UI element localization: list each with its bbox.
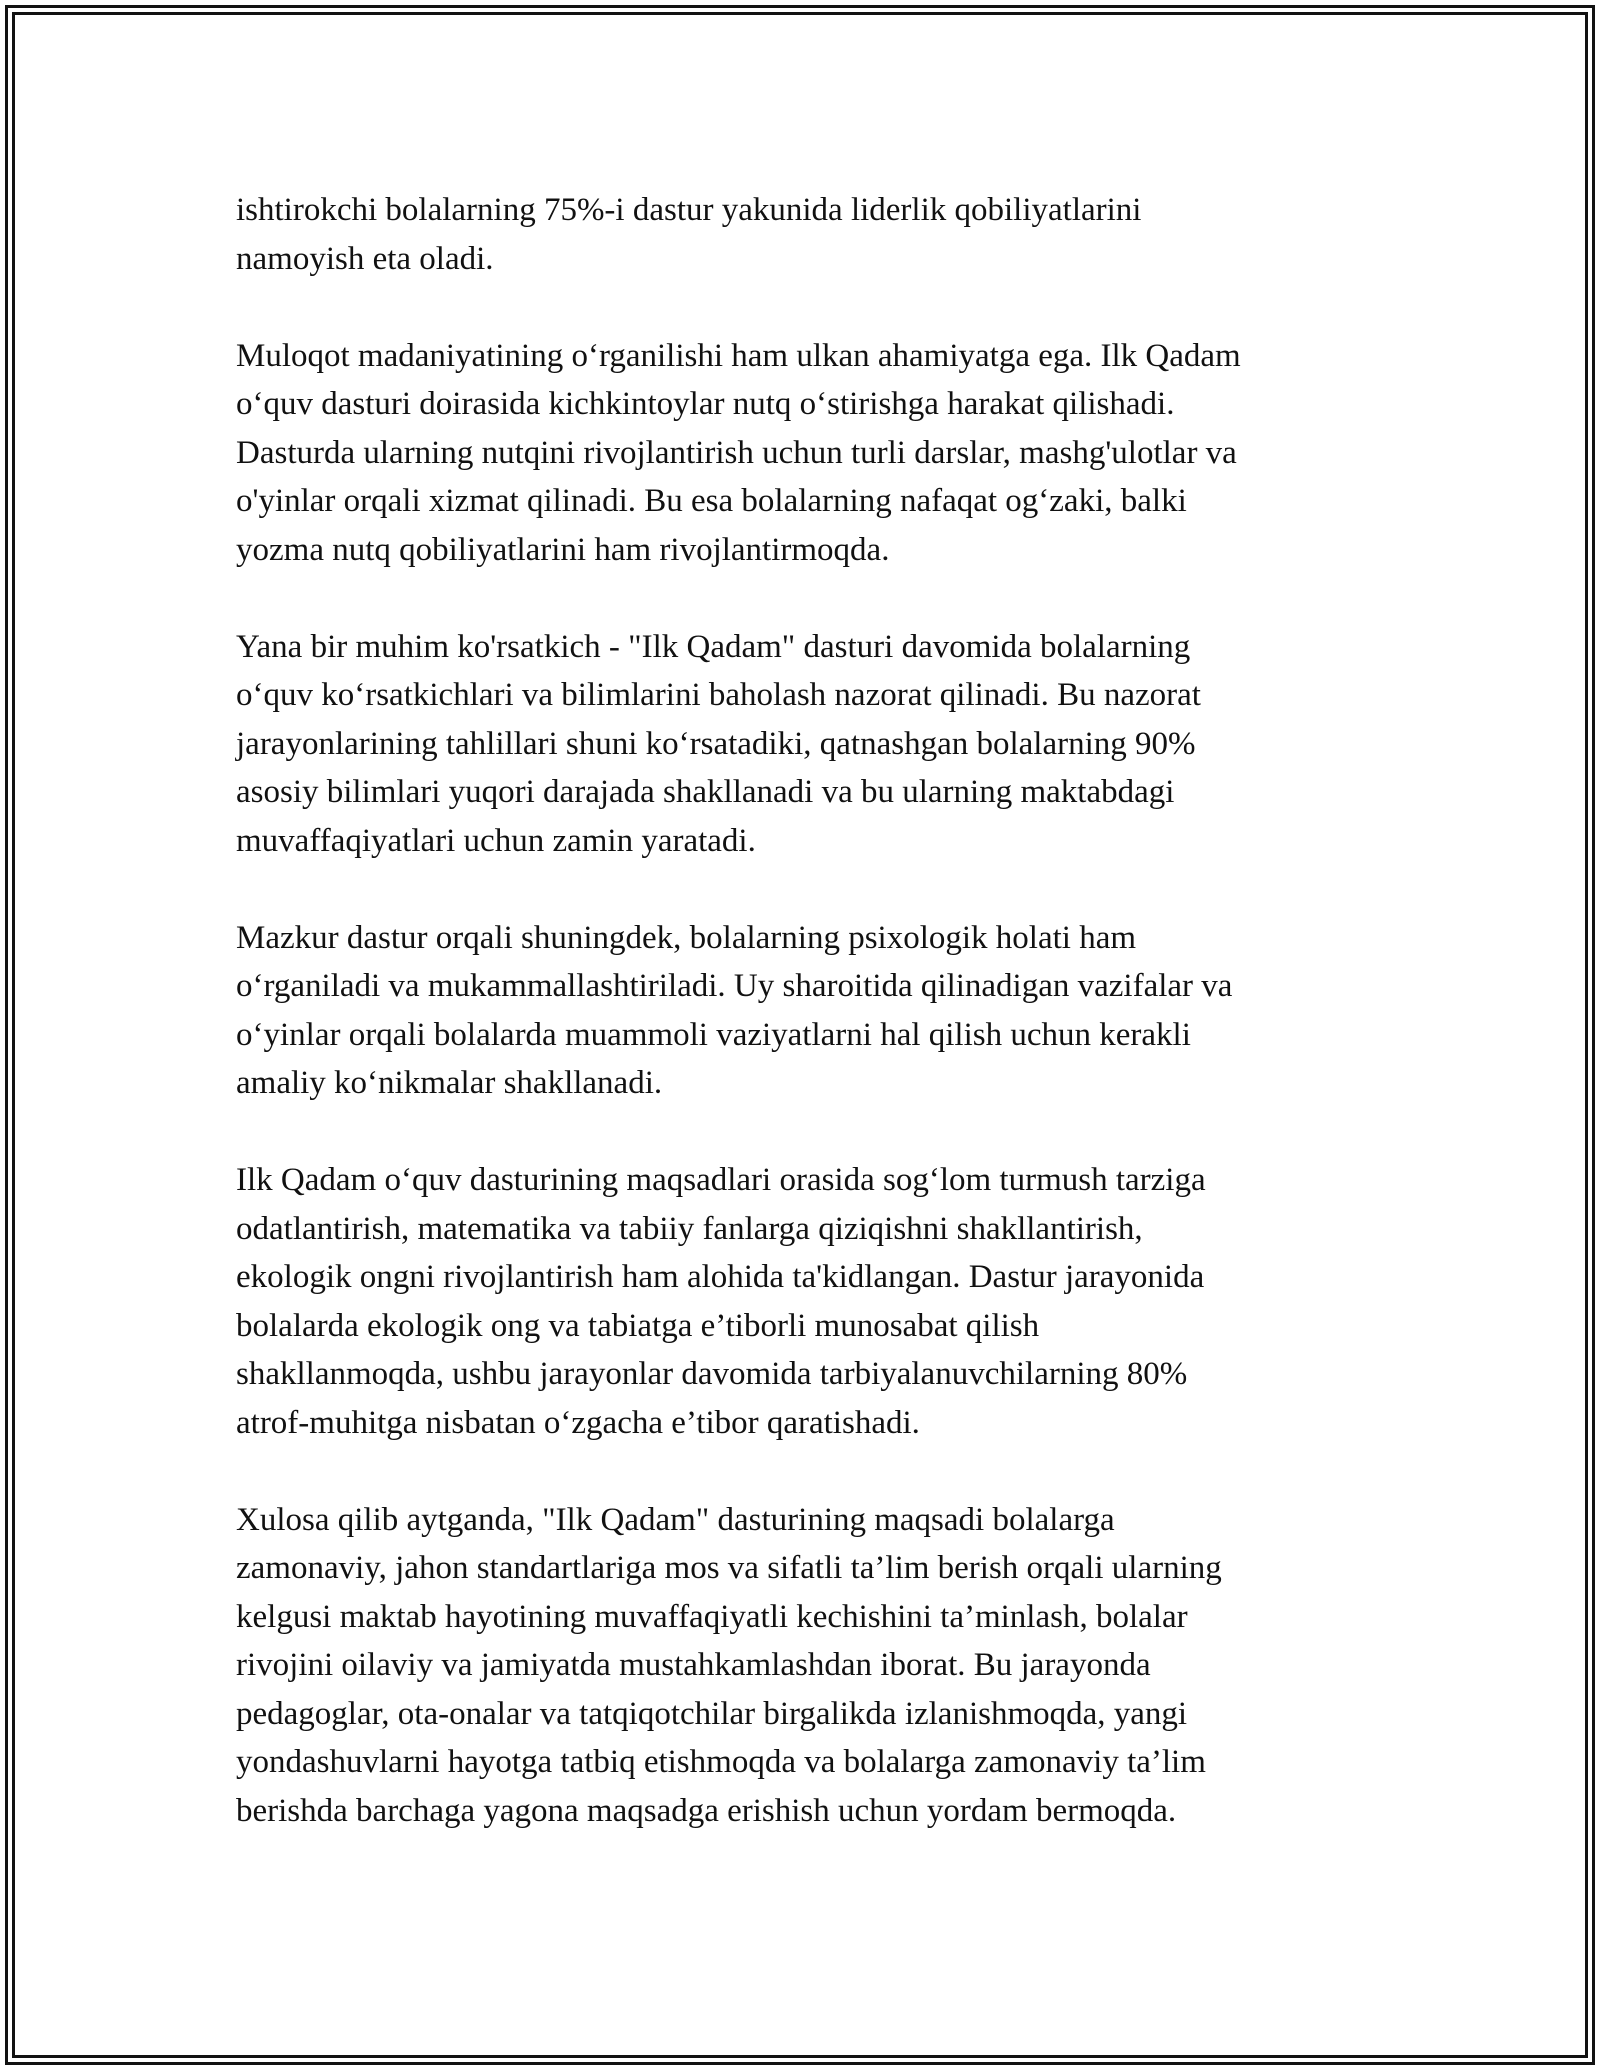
paragraph-1 [236, 186, 1371, 283]
text-line: o‘quv dasturi doirasida kichkintoylar nutq o‘stirishga harakat qilishadi. [236, 386, 1175, 422]
text-line: pedagoglar, ota-onalar va tatqiqotchilar birgalikda izlanishmoqda, yangi [236, 1695, 1188, 1732]
text-line: o‘rganiladi va mukammallashtiriladi. Uy sharoitida qilinadigan vazifalar va [236, 968, 1233, 1004]
text-line: atrof-muhitga nisbatan o‘zgacha e’tibor qaratishadi. [236, 1404, 920, 1441]
text-line: Ilk Qadam o‘quv dasturining maqsadlari orasida sog‘lom turmush tarziga [236, 1162, 1206, 1198]
text-line: Muloqot madaniyatining o‘rganilishi ham ulkan ahamiyatga ega. Ilk Qadam [236, 337, 1241, 374]
text-line: yozma nutq qobiliyatlarini ham rivojlantirmoqda. [236, 531, 890, 568]
paragraph-3 [236, 623, 1371, 866]
text-line: asosiy bilimlari yuqori darajada shakllanadi va bu ularning maktabdagi [236, 774, 1175, 810]
document-body [236, 186, 1371, 1884]
text-line: yondashuvlarni hayotga tatbiq etishmoqda va bolalarga zamonaviy ta’lim [236, 1744, 1206, 1780]
text-line: Xulosa qilib aytganda, "Ilk Qadam" dasturining maqsadi bolalarga [236, 1501, 1115, 1538]
text-line: zamonaviy, jahon standartlariga mos va sifatli ta’lim berish orqali ularning [236, 1550, 1222, 1586]
text-line: namoyish eta oladi. [236, 240, 494, 277]
paragraph-4 [236, 914, 1371, 1108]
text-line: o'yinlar orqali xizmat qilinadi. Bu esa bolalarning nafaqat og‘zaki, balki [236, 483, 1187, 519]
paragraph-6 [236, 1496, 1371, 1836]
text-line: o‘yinlar orqali bolalarda muammoli vaziyatlarni hal qilish uchun kerakli [236, 1016, 1191, 1053]
text-line: bolalarda ekologik ong va tabiatga e’tiborli munosabat qilish [236, 1307, 1040, 1344]
paragraph-2 [236, 332, 1371, 575]
text-line: kelgusi maktab hayotining muvaffaqiyatli kechishini ta’minlash, bolalar [236, 1598, 1188, 1635]
text-line: berishda barchaga yagona maqsadga erishish uchun yordam bermoqda. [236, 1792, 1177, 1829]
text-line: o‘quv ko‘rsatkichlari va bilimlarini baholash nazorat qilinadi. Bu nazorat [236, 677, 1201, 713]
text-line: ekologik ongni rivojlantirish ham alohida ta'kidlangan. Dastur jarayonida [236, 1259, 1205, 1295]
text-line: muvaffaqiyatlari uchun zamin yaratadi. [236, 822, 756, 859]
text-line: ishtirokchi bolalarning 75%-i dastur yakunida liderlik qobiliyatlarini [236, 192, 1142, 228]
text-line: jarayonlarining tahlillari shuni ko‘rsatadiki, qatnashgan bolalarning 90% [236, 725, 1196, 762]
text-line: Mazkur dastur orqali shuningdek, bolalarning psixologik holati ham [236, 919, 1137, 956]
text-line: odatlantirish, matematika va tabiiy fanlarga qiziqishni shakllantirish, [236, 1210, 1143, 1247]
text-line: shakllanmoqda, ushbu jarayonlar davomida tarbiyalanuvchilarning 80% [236, 1356, 1188, 1392]
text-line: Dasturda ularning nutqini rivojlantirish uchun turli darslar, mashg'ulotlar va [236, 434, 1237, 471]
text-line: Yana bir muhim ko'rsatkich - "Ilk Qadam" dasturi davomida bolalarning [236, 628, 1191, 665]
text-line: amaliy ko‘nikmalar shakllanadi. [236, 1065, 663, 1101]
paragraph-5 [236, 1156, 1371, 1447]
text-line: rivojini oilaviy va jamiyatda mustahkamlashdan iborat. Bu jarayonda [236, 1647, 1151, 1683]
